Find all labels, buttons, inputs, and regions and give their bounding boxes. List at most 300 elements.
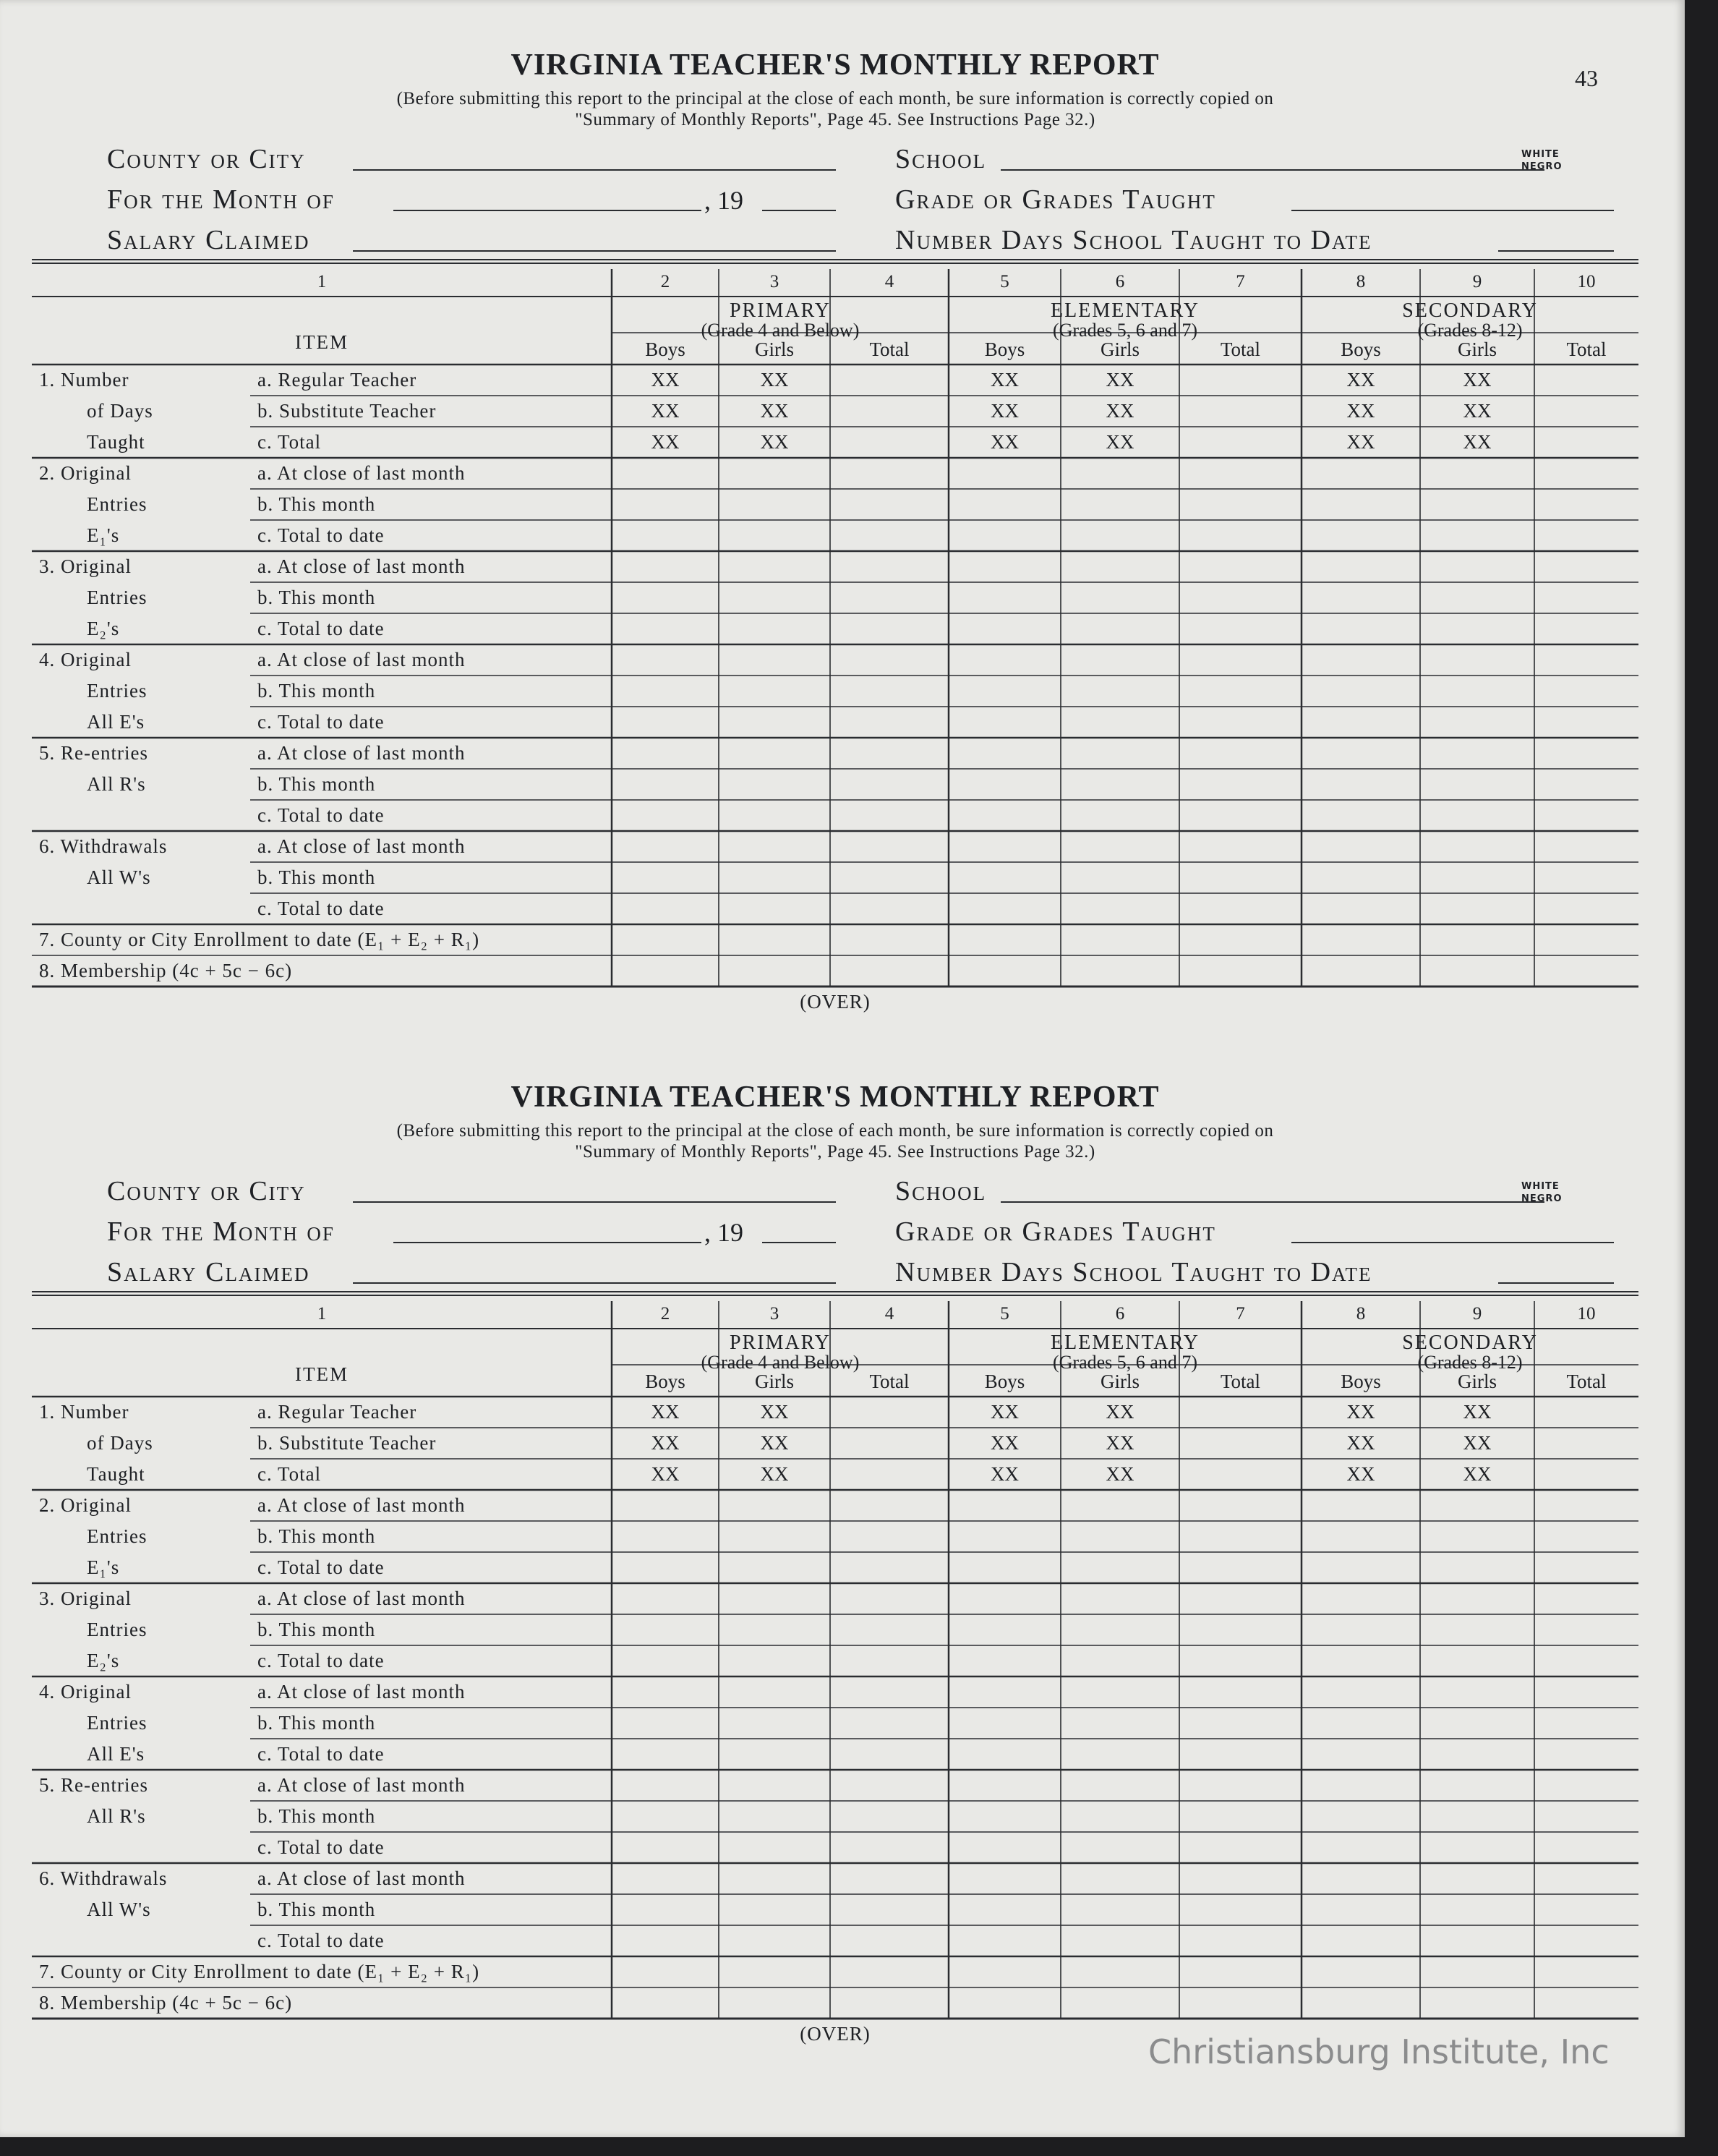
data-cell[interactable] [1302,929,1420,954]
data-cell[interactable] [1179,804,1302,830]
data-cell[interactable] [830,462,949,487]
data-cell[interactable] [719,587,830,612]
data-cell[interactable] [1420,1992,1534,2017]
data-cell[interactable] [1302,711,1420,736]
data-cell[interactable] [719,680,830,705]
data-cell[interactable] [1179,618,1302,643]
data-cell[interactable] [830,400,949,425]
data-cell[interactable] [612,1525,719,1551]
data-cell[interactable] [830,742,949,767]
data-cell[interactable] [1302,1556,1420,1582]
data-cell[interactable] [949,1774,1061,1799]
county-city-field[interactable] [353,1201,836,1203]
data-cell[interactable] [830,866,949,892]
salary-field[interactable] [353,250,836,252]
data-cell[interactable] [1061,680,1179,705]
data-cell[interactable] [1302,1619,1420,1644]
data-cell[interactable] [1179,898,1302,923]
data-cell[interactable] [719,1992,830,2017]
data-cell[interactable] [949,1588,1061,1613]
data-cell[interactable] [1179,1401,1302,1426]
data-cell[interactable] [1179,711,1302,736]
data-cell[interactable] [949,960,1061,985]
data-cell[interactable] [1534,524,1638,550]
data-cell[interactable] [1302,555,1420,581]
data-cell[interactable] [1420,1836,1534,1862]
data-cell[interactable] [719,711,830,736]
data-cell[interactable] [719,742,830,767]
data-cell[interactable] [949,462,1061,487]
data-cell[interactable] [612,711,719,736]
data-cell[interactable] [612,1836,719,1862]
data-cell[interactable] [1534,742,1638,767]
data-cell[interactable] [719,1899,830,1924]
data-cell[interactable] [719,1930,830,1955]
data-cell[interactable] [830,680,949,705]
data-cell[interactable] [612,649,719,674]
grades-taught-field[interactable] [1291,210,1614,211]
data-cell[interactable] [830,929,949,954]
data-cell[interactable] [830,773,949,798]
data-cell[interactable] [949,1650,1061,1675]
data-cell[interactable] [1061,1867,1179,1893]
data-cell[interactable] [1179,835,1302,861]
data-cell[interactable] [830,1556,949,1582]
data-cell[interactable] [1534,462,1638,487]
data-cell[interactable] [1420,1494,1534,1520]
data-cell[interactable] [719,960,830,985]
data-cell[interactable] [719,1805,830,1831]
data-cell[interactable] [1534,400,1638,425]
data-cell[interactable] [1420,929,1534,954]
data-cell[interactable] [1534,1836,1638,1862]
year-field[interactable] [762,1242,836,1243]
data-cell[interactable] [1302,618,1420,643]
data-cell[interactable] [949,1992,1061,2017]
data-cell[interactable] [949,898,1061,923]
data-cell[interactable] [830,1712,949,1737]
data-cell[interactable] [1420,524,1534,550]
data-cell[interactable] [612,898,719,923]
data-cell[interactable] [949,866,1061,892]
data-cell[interactable] [949,1525,1061,1551]
data-cell[interactable] [830,1681,949,1706]
data-cell[interactable] [1420,804,1534,830]
data-cell[interactable] [949,804,1061,830]
data-cell[interactable] [1534,1743,1638,1768]
data-cell[interactable] [1302,835,1420,861]
data-cell[interactable] [830,1867,949,1893]
data-cell[interactable] [1420,1743,1534,1768]
data-cell[interactable] [1302,680,1420,705]
data-cell[interactable] [1179,960,1302,985]
data-cell[interactable] [1302,524,1420,550]
negro-option[interactable]: NEGRO [1521,161,1563,172]
data-cell[interactable] [1179,1712,1302,1737]
data-cell[interactable] [830,711,949,736]
data-cell[interactable] [1179,1556,1302,1582]
data-cell[interactable] [949,618,1061,643]
data-cell[interactable] [1179,649,1302,674]
data-cell[interactable] [1061,1556,1179,1582]
data-cell[interactable] [830,1805,949,1831]
data-cell[interactable] [830,1525,949,1551]
data-cell[interactable] [1061,1774,1179,1799]
white-option[interactable]: WHITE [1521,1181,1560,1192]
data-cell[interactable] [1534,1556,1638,1582]
data-cell[interactable] [719,1712,830,1737]
data-cell[interactable] [830,1961,949,1986]
data-cell[interactable] [1179,587,1302,612]
data-cell[interactable] [1534,773,1638,798]
data-cell[interactable] [1302,866,1420,892]
data-cell[interactable] [1179,400,1302,425]
data-cell[interactable] [1061,1743,1179,1768]
data-cell[interactable] [719,1494,830,1520]
data-cell[interactable] [719,524,830,550]
data-cell[interactable] [1302,1961,1420,1986]
data-cell[interactable] [1061,1650,1179,1675]
data-cell[interactable] [612,960,719,985]
data-cell[interactable] [1061,773,1179,798]
data-cell[interactable] [1302,1774,1420,1799]
data-cell[interactable] [1534,1930,1638,1955]
data-cell[interactable] [1179,1463,1302,1488]
data-cell[interactable] [1179,1961,1302,1986]
data-cell[interactable] [1302,1867,1420,1893]
data-cell[interactable] [1302,960,1420,985]
data-cell[interactable] [1534,1588,1638,1613]
data-cell[interactable] [1534,1463,1638,1488]
data-cell[interactable] [1061,898,1179,923]
data-cell[interactable] [1534,649,1638,674]
school-field[interactable] [1001,1201,1544,1203]
data-cell[interactable] [1302,773,1420,798]
data-cell[interactable] [1061,493,1179,519]
data-cell[interactable] [1302,1805,1420,1831]
data-cell[interactable] [612,1805,719,1831]
data-cell[interactable] [1534,1619,1638,1644]
data-cell[interactable] [719,1774,830,1799]
data-cell[interactable] [949,1743,1061,1768]
data-cell[interactable] [1179,1525,1302,1551]
data-cell[interactable] [830,1494,949,1520]
data-cell[interactable] [1534,1774,1638,1799]
data-cell[interactable] [949,1805,1061,1831]
data-cell[interactable] [830,618,949,643]
data-cell[interactable] [612,1867,719,1893]
data-cell[interactable] [1179,1681,1302,1706]
data-cell[interactable] [1179,1743,1302,1768]
data-cell[interactable] [1420,1650,1534,1675]
data-cell[interactable] [830,587,949,612]
data-cell[interactable] [1302,1650,1420,1675]
data-cell[interactable] [1179,369,1302,394]
data-cell[interactable] [1179,524,1302,550]
data-cell[interactable] [1179,1836,1302,1862]
data-cell[interactable] [949,555,1061,581]
data-cell[interactable] [1420,680,1534,705]
data-cell[interactable] [1179,773,1302,798]
data-cell[interactable] [1061,866,1179,892]
data-cell[interactable] [719,898,830,923]
data-cell[interactable] [1179,1494,1302,1520]
data-cell[interactable] [1302,493,1420,519]
data-cell[interactable] [949,1899,1061,1924]
data-cell[interactable] [612,804,719,830]
data-cell[interactable] [1302,1992,1420,2017]
data-cell[interactable] [830,1836,949,1862]
data-cell[interactable] [949,1867,1061,1893]
data-cell[interactable] [830,1432,949,1457]
data-cell[interactable] [1179,680,1302,705]
data-cell[interactable] [1420,773,1534,798]
data-cell[interactable] [1061,1992,1179,2017]
data-cell[interactable] [612,1961,719,1986]
data-cell[interactable] [1534,866,1638,892]
data-cell[interactable] [1534,431,1638,456]
data-cell[interactable] [1420,1867,1534,1893]
data-cell[interactable] [1179,866,1302,892]
data-cell[interactable] [949,680,1061,705]
data-cell[interactable] [830,898,949,923]
data-cell[interactable] [1179,1867,1302,1893]
data-cell[interactable] [612,493,719,519]
data-cell[interactable] [719,1961,830,1986]
data-cell[interactable] [1420,835,1534,861]
month-field[interactable] [393,1242,701,1243]
data-cell[interactable] [1061,524,1179,550]
data-cell[interactable] [1534,804,1638,830]
data-cell[interactable] [1534,1899,1638,1924]
data-cell[interactable] [949,587,1061,612]
year-field[interactable] [762,210,836,211]
data-cell[interactable] [1534,1432,1638,1457]
data-cell[interactable] [719,866,830,892]
data-cell[interactable] [1179,1432,1302,1457]
data-cell[interactable] [1534,680,1638,705]
data-cell[interactable] [1534,1867,1638,1893]
data-cell[interactable] [830,431,949,456]
data-cell[interactable] [1534,711,1638,736]
data-cell[interactable] [830,1650,949,1675]
data-cell[interactable] [830,804,949,830]
data-cell[interactable] [1179,1930,1302,1955]
data-cell[interactable] [1179,1992,1302,2017]
data-cell[interactable] [719,929,830,954]
data-cell[interactable] [1420,1619,1534,1644]
data-cell[interactable] [830,555,949,581]
month-field[interactable] [393,210,701,211]
data-cell[interactable] [1179,1805,1302,1831]
data-cell[interactable] [1061,1899,1179,1924]
data-cell[interactable] [719,1556,830,1582]
data-cell[interactable] [1302,1836,1420,1862]
data-cell[interactable] [612,773,719,798]
days-taught-field[interactable] [1498,1282,1614,1284]
data-cell[interactable] [612,587,719,612]
data-cell[interactable] [612,524,719,550]
data-cell[interactable] [719,1681,830,1706]
data-cell[interactable] [612,618,719,643]
data-cell[interactable] [612,1681,719,1706]
data-cell[interactable] [1420,1899,1534,1924]
data-cell[interactable] [1179,1619,1302,1644]
data-cell[interactable] [612,1774,719,1799]
school-field[interactable] [1001,169,1544,171]
data-cell[interactable] [612,1992,719,2017]
data-cell[interactable] [949,493,1061,519]
data-cell[interactable] [719,835,830,861]
data-cell[interactable] [1302,898,1420,923]
data-cell[interactable] [830,1743,949,1768]
data-cell[interactable] [719,1836,830,1862]
negro-option[interactable]: NEGRO [1521,1193,1563,1204]
data-cell[interactable] [612,680,719,705]
data-cell[interactable] [1302,742,1420,767]
data-cell[interactable] [612,1930,719,1955]
data-cell[interactable] [719,462,830,487]
data-cell[interactable] [1534,1525,1638,1551]
data-cell[interactable] [1179,929,1302,954]
data-cell[interactable] [1534,898,1638,923]
data-cell[interactable] [949,711,1061,736]
data-cell[interactable] [612,555,719,581]
data-cell[interactable] [830,369,949,394]
data-cell[interactable] [1302,1494,1420,1520]
data-cell[interactable] [1534,1494,1638,1520]
data-cell[interactable] [949,1961,1061,1986]
data-cell[interactable] [1061,1525,1179,1551]
data-cell[interactable] [1179,1650,1302,1675]
data-cell[interactable] [719,1867,830,1893]
data-cell[interactable] [1061,1588,1179,1613]
data-cell[interactable] [1302,1525,1420,1551]
data-cell[interactable] [830,1774,949,1799]
data-cell[interactable] [1420,711,1534,736]
data-cell[interactable] [1061,587,1179,612]
data-cell[interactable] [1420,1930,1534,1955]
data-cell[interactable] [949,649,1061,674]
data-cell[interactable] [830,1401,949,1426]
data-cell[interactable] [1061,1836,1179,1862]
data-cell[interactable] [719,804,830,830]
data-cell[interactable] [949,1836,1061,1862]
data-cell[interactable] [1534,555,1638,581]
data-cell[interactable] [719,649,830,674]
data-cell[interactable] [1420,1556,1534,1582]
data-cell[interactable] [1534,1650,1638,1675]
data-cell[interactable] [830,960,949,985]
data-cell[interactable] [949,1619,1061,1644]
data-cell[interactable] [1420,462,1534,487]
data-cell[interactable] [830,1899,949,1924]
data-cell[interactable] [1179,462,1302,487]
data-cell[interactable] [1061,649,1179,674]
data-cell[interactable] [1179,555,1302,581]
data-cell[interactable] [612,1494,719,1520]
days-taught-field[interactable] [1498,250,1614,252]
data-cell[interactable] [1061,1805,1179,1831]
data-cell[interactable] [1534,618,1638,643]
data-cell[interactable] [1420,1961,1534,1986]
data-cell[interactable] [612,1588,719,1613]
data-cell[interactable] [1420,960,1534,985]
data-cell[interactable] [1534,1961,1638,1986]
data-cell[interactable] [612,866,719,892]
data-cell[interactable] [949,1930,1061,1955]
data-cell[interactable] [1534,369,1638,394]
data-cell[interactable] [719,1743,830,1768]
data-cell[interactable] [830,1930,949,1955]
data-cell[interactable] [830,835,949,861]
data-cell[interactable] [1061,742,1179,767]
data-cell[interactable] [949,742,1061,767]
data-cell[interactable] [949,929,1061,954]
data-cell[interactable] [1061,960,1179,985]
data-cell[interactable] [1420,1774,1534,1799]
data-cell[interactable] [949,1712,1061,1737]
data-cell[interactable] [1420,742,1534,767]
data-cell[interactable] [1302,1930,1420,1955]
data-cell[interactable] [1534,960,1638,985]
data-cell[interactable] [1420,1588,1534,1613]
data-cell[interactable] [1302,649,1420,674]
data-cell[interactable] [1061,929,1179,954]
data-cell[interactable] [612,1899,719,1924]
data-cell[interactable] [1534,1681,1638,1706]
data-cell[interactable] [830,493,949,519]
data-cell[interactable] [719,1650,830,1675]
data-cell[interactable] [949,1494,1061,1520]
data-cell[interactable] [1420,898,1534,923]
data-cell[interactable] [949,835,1061,861]
data-cell[interactable] [1420,555,1534,581]
data-cell[interactable] [719,555,830,581]
data-cell[interactable] [1534,929,1638,954]
data-cell[interactable] [1061,555,1179,581]
grades-taught-field[interactable] [1291,1242,1614,1243]
data-cell[interactable] [1420,649,1534,674]
data-cell[interactable] [612,742,719,767]
data-cell[interactable] [1534,835,1638,861]
data-cell[interactable] [1302,1743,1420,1768]
data-cell[interactable] [830,1463,949,1488]
data-cell[interactable] [612,835,719,861]
data-cell[interactable] [830,1588,949,1613]
data-cell[interactable] [719,1588,830,1613]
data-cell[interactable] [1061,835,1179,861]
data-cell[interactable] [1179,742,1302,767]
data-cell[interactable] [1302,804,1420,830]
data-cell[interactable] [830,1992,949,2017]
data-cell[interactable] [1302,587,1420,612]
data-cell[interactable] [1534,1805,1638,1831]
data-cell[interactable] [1302,462,1420,487]
data-cell[interactable] [612,929,719,954]
data-cell[interactable] [1420,1525,1534,1551]
data-cell[interactable] [719,1525,830,1551]
data-cell[interactable] [949,524,1061,550]
data-cell[interactable] [1061,711,1179,736]
data-cell[interactable] [719,618,830,643]
data-cell[interactable] [1179,1588,1302,1613]
data-cell[interactable] [949,773,1061,798]
data-cell[interactable] [830,649,949,674]
data-cell[interactable] [1061,1712,1179,1737]
data-cell[interactable] [1302,1588,1420,1613]
data-cell[interactable] [1534,1712,1638,1737]
